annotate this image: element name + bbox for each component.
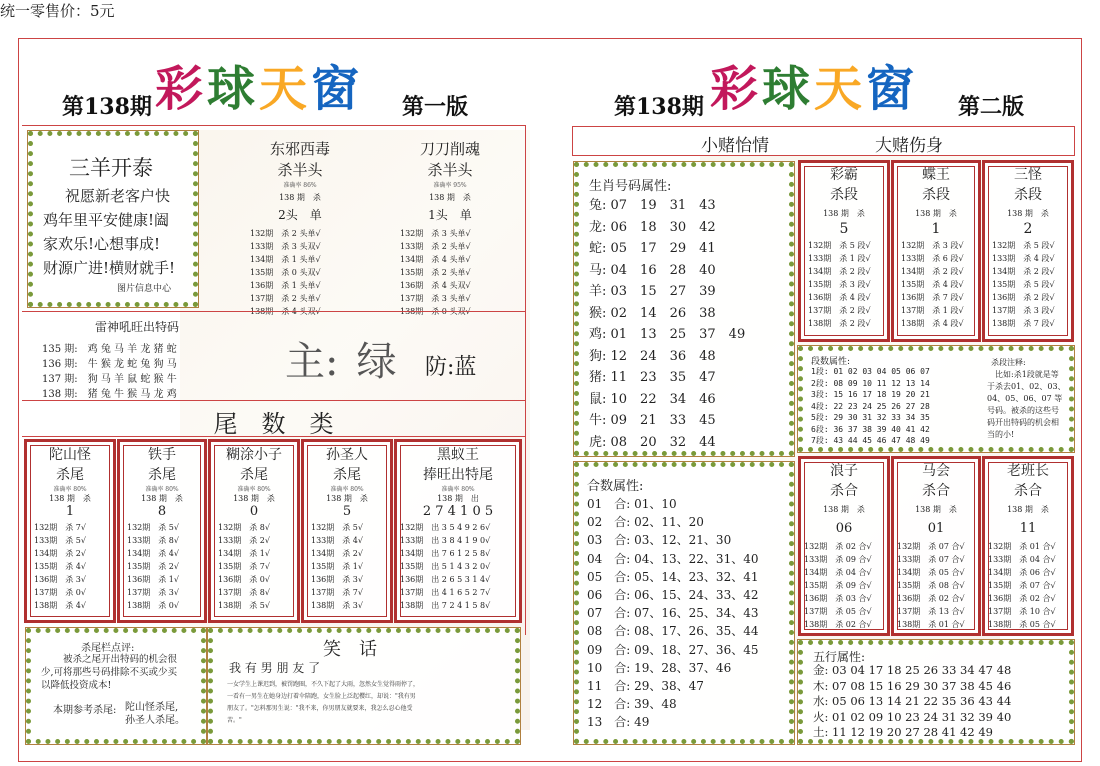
- left-edition: 第一版: [402, 94, 469, 120]
- seg-1: 彩霸 杀段 138 期 杀 5 132期 杀 5 段√ 133期 杀 1 段√ 134期 杀 2 段√ 135期 杀 3 段√ 136期 杀 4 段√ 137期 杀 2 段√ 138期 杀 2 段√: [808, 167, 871, 328]
- col-dongxie: 东邪西毒 杀半头 准确率 86% 138 期 杀 2头 单 132期 杀 2 头单√ 133期 杀 3 头双√ 134期 杀 1 头单√ 135期 杀 0 头双√ 136期 杀 1 头单√ 137期 杀 2 头单√ 138期 杀 4 头双√: [250, 140, 330, 316]
- banner: 小赌怡情 大赌伤身: [572, 126, 1075, 156]
- tail-3: 糊涂小子 杀尾 准确率 80% 138 期 杀 0 132期 杀 8√ 133期 杀 2√ 134期 杀 1√ 135期 杀 7√ 136期 杀 0√ 137期 杀 8√ 138期 杀 5√: [218, 447, 282, 610]
- zodiac-box: 生肖号码属性: 兔: 07 19 31 43 龙: 06 18 30 42 蛇: 05 17 29 41 马: 04 16 28 40 羊: 03 15 27 39 猴: 02 14 26 38 鸡: 01 13 25 37 49 狗: 12 24 36 48 猪: 11 23 35 47 鼠: 10 22 34 46 牛: 09 21 33 45 虎: 08 20 32 44: [574, 162, 794, 456]
- combo-kill-1: 浪子 杀合 138 期 杀 06 132期 杀 02 合√ 133期 杀 09 合√ 134期 杀 04 合√ 135期 杀 09 合√ 136期 杀 03 合√ 137期 杀 05 合√ 138期 杀 02 合√: [804, 463, 872, 629]
- tail-2: 铁手 杀尾 准确率 80% 138 期 杀 8 132期 杀 5√ 133期 杀 8√ 134期 杀 4√ 135期 杀 2√ 136期 杀 1√ 137期 杀 3√ 138期 杀 0√: [127, 447, 183, 610]
- wuxing-box: 五行属性: 金: 03 04 17 18 25 26 33 34 47 48 木: 07 08 15 16 29 30 37 38 45 46 水: 05 06 13 14 21 22 35 36 43 44 火: 01 02 09 10 23 24 31 32 39 40 土: 11 12 19 20 27 28 41 42 49: [798, 640, 1074, 744]
- greeting-credit: 图片信息中心: [117, 284, 172, 294]
- left-issue: 第138期: [62, 94, 152, 120]
- joke-box: 笑 话 我 有 男 朋 友 了 一女学生上课迟到，被罚跑圈，不久下起了大雨，忽然女生觉得雨停了， 一看有一男生在她身边打着伞陪跑，女生脸上泛起樱红，却说："我有男 朋友了。"怎料那男生说："我不来，你男朋友就要来，我怎么忍心他受 苦。": [208, 628, 520, 744]
- right-issue: 第138期: [614, 94, 704, 120]
- top-price: 统一零售价：5元: [0, 2, 115, 20]
- tail-title: 尾 数 类: [213, 410, 334, 438]
- thunder-title: 雷神吼旺出特码: [95, 320, 180, 334]
- combo-box: 合数属性: 01 合: 01、10 02 合: 02、11、20 03 合: 03、12、21、30 04 合: 04、13、22、31、40 05 合: 05、14、23、32、41 06 合: 06、15、24、33、42 07 合: 07、16、25、34、43 08 合: 08、17、26、35、44 09 合: 09、18、27、36、45 10 合: 19、28、37、46 11 合: 29、38、47 12 合: 39、48 13 合: 49: [574, 462, 794, 744]
- right-logo: 彩球天窗: [710, 61, 919, 117]
- col-daodao: 刀刀削魂 杀半头 准确率 95% 138 期 杀 1头 单 132期 杀 3 头单√ 133期 杀 2 头单√ 134期 杀 4 头单√ 135期 杀 2 头单√ 136期 杀 4 头双√ 137期 杀 3 头单√ 138期 杀 0 头双√: [400, 140, 480, 316]
- combo-kill-3: 老班长 杀合 138 期 杀 11 132期 杀 01 合√ 133期 杀 04 合√ 134期 杀 06 合√ 135期 杀 07 合√ 136期 杀 02 合√ 137期 杀 10 合√ 138期 杀 05 合√: [988, 463, 1056, 629]
- combo-kill-2: 马会 杀合 138 期 杀 01 132期 杀 07 合√ 133期 杀 07 合√ 134期 杀 05 合√ 135期 杀 08 合√ 136期 杀 02 合√ 137期 杀 13 合√ 138期 杀 01 合√: [897, 463, 965, 629]
- tail-4: 孙圣人 杀尾 准确率 80% 138 期 杀 5 132期 杀 5√ 133期 杀 4√ 134期 杀 2√ 135期 杀 1√ 136期 杀 3√ 137期 杀 7√ 138期 杀 3√: [311, 447, 368, 610]
- comment-box: 杀尾栏点评: 被杀之尾开出特码的机会很 少,可将那些号码排除不买或少买 以降低投资成本! 本期参考杀尾: 陀山怪杀尾, 孙圣人杀尾。: [26, 628, 206, 744]
- main-color: 主: 绿: [285, 339, 397, 385]
- greeting-lines: 祝愿新老客户快 鸡年里平安健康!阖 家欢乐!心想事成! 财源广进!横财就手!: [43, 187, 176, 277]
- tail-special: 黑蚁王 捧旺出特尾 准确率 80% 138 期 出 2 7 4 1 0 5 132期 出 3 5 4 9 2 6√ 133期 出 3 8 4 1 9 0√ 134期 出 7 6 1 2 5 8√ 135期 出 5 1 4 3 2 0√ 136期 出 2 6 5 3 1 4√ 137期 出 4 1 6 5 2 7√ 138期 出 7 2 4 1 5 8√: [400, 447, 494, 610]
- right-edition: 第二版: [958, 94, 1025, 120]
- seg-3: 三怪 杀段 138 期 杀 2 132期 杀 5 段√ 133期 杀 4 段√ 134期 杀 2 段√ 135期 杀 5 段√ 136期 杀 2 段√ 137期 杀 3 段√ 138期 杀 7 段√: [992, 167, 1055, 328]
- thunder-rows: 135 期: 鸡 兔 马 羊 龙 猪 蛇 136 期: 牛 猴 龙 蛇 兔 狗 马 137 期: 狗 马 羊 鼠 蛇 猴 牛 138 期: 猪 兔 牛 猴 马 龙 鸡: [42, 344, 177, 400]
- greeting-title: 三羊开泰: [69, 156, 153, 180]
- greeting-box: [28, 131, 198, 307]
- left-logo: 彩球天窗: [155, 61, 364, 117]
- defend-color: 防:蓝: [425, 355, 477, 380]
- seg-attr-box: 段数属性: 1段: 01 02 03 04 05 06 07 2段: 08 09 10 11 12 13 14 3段: 15 16 17 18 19 20 21 4段: 22 23 24 25 26 27 28 5段: 29 30 31 32 33 34 35 6段: 36 37 38 39 40 41 42 7段: 43 44 45 46 47 48 49 杀段注释: 比如:杀1段就是等 于杀去01、02、03、 04、05、06、07 等 号码。被杀的这些号 码开出特码的机会相 当的小!: [798, 346, 1074, 452]
- tail-1: 陀山怪 杀尾 准确率 80% 138 期 杀 1 132期 杀 7√ 133期 杀 5√ 134期 杀 2√ 135期 杀 4√ 136期 杀 3√ 137期 杀 0√ 138期 杀 4√: [34, 447, 91, 610]
- seg-2: 蝶王 杀段 138 期 杀 1 132期 杀 3 段√ 133期 杀 6 段√ 134期 杀 2 段√ 135期 杀 4 段√ 136期 杀 7 段√ 137期 杀 1 段√ 138期 杀 4 段√: [901, 167, 964, 328]
